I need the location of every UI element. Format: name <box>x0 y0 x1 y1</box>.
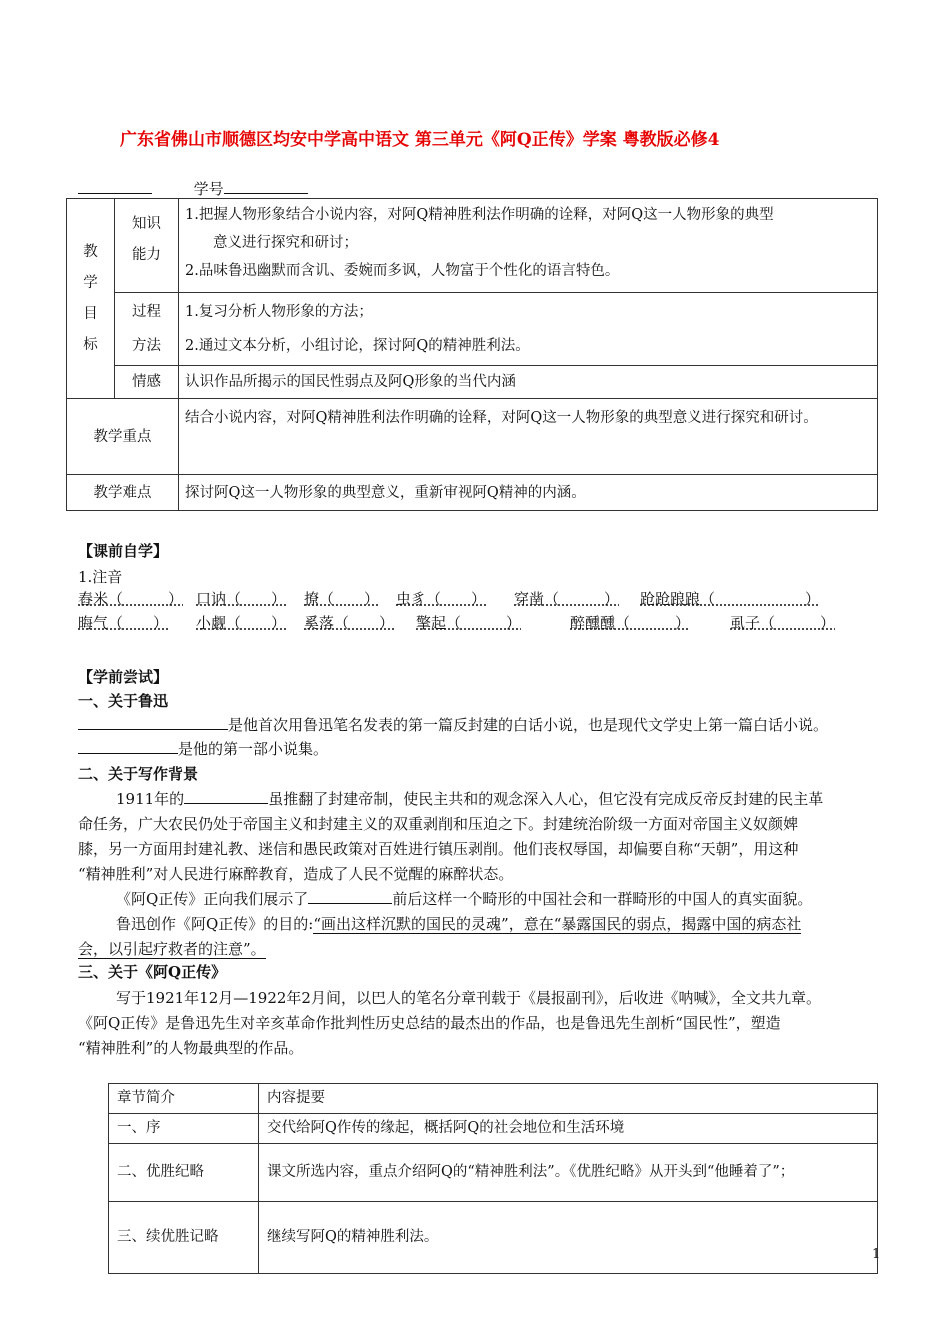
process-item: 1.复习分析人物形象的方法； <box>185 304 373 320</box>
goals-char: 标 <box>83 336 98 353</box>
pinyin-item[interactable]: 晦气（ ） <box>78 614 169 632</box>
difficulty-label: 教学难点 <box>67 475 179 511</box>
pinyin-task-label: 1.注音 <box>78 568 123 586</box>
knowledge-item: 意义进行探究和研讨； <box>213 235 358 251</box>
bg-underlined-text: “画出这样沉默的国民的灵魂”，意在“暴露国民的弱点，揭露中国的病态社 <box>313 915 802 933</box>
student-id-label: 学号 <box>193 180 224 198</box>
knowledge-content-cell <box>179 199 878 293</box>
bg-text: 虽推翻了封建帝制，使民主共和的观念深入人心，但它没有完成反帝反封建的民主革 <box>268 790 824 808</box>
section-background: 二、关于写作背景 <box>78 765 199 783</box>
chapter-name: 二、优胜纪略 <box>109 1144 259 1202</box>
process-label: 方法 <box>132 338 161 354</box>
page-number: 1 <box>872 1247 881 1262</box>
pinyin-item[interactable]: 穿凿（ ） <box>514 590 620 608</box>
pinyin-item[interactable]: 舂米（ ） <box>78 590 184 608</box>
table-row <box>109 1202 878 1274</box>
answer-blank[interactable] <box>78 739 178 754</box>
answer-blank[interactable] <box>78 715 228 730</box>
luxun-line-2 <box>78 738 328 759</box>
process-item: 2.通过文本分析，小组讨论，探讨阿Q的精神胜利法。 <box>185 338 530 354</box>
ahq-text: “精神胜利”的人物最典型的作品。 <box>78 1039 304 1057</box>
bg-text: 1911年的 <box>116 790 185 808</box>
bg-text: 命任务，广大农民仍处于帝国主义和封建主义的双重剥削和压迫之下。封建统治阶级一方面对帝国主义奴颜婢 <box>78 815 799 833</box>
emotion-content: 认识作品所揭示的国民性弱点及阿Q形象的当代内涵 <box>179 366 878 399</box>
chapter-table <box>108 1083 881 1274</box>
answer-blank[interactable] <box>184 789 268 804</box>
process-label-cell <box>115 293 179 366</box>
knowledge-label-cell <box>115 199 179 293</box>
ahq-paragraph <box>78 986 878 1061</box>
answer-blank[interactable] <box>308 889 392 904</box>
bg-text: 前后这样一个畸形的中国社会和一群畸形的中国人的真实面貌。 <box>392 890 813 908</box>
luxun-line-2-text: 是他的第一部小说集。 <box>178 740 329 758</box>
page-title: 广东省佛山市顺德区均安中学高中语文 第三单元《阿Q正传》学案 粤教版必修4 <box>120 130 720 150</box>
emotion-label: 情感 <box>115 366 179 399</box>
bg-text: 鲁迅创作《阿Q正传》的目的: <box>116 915 314 933</box>
chapter-desc: 交代给阿Q作传的缘起，概括阿Q的社会地位和生活环境 <box>259 1114 878 1144</box>
pinyin-item[interactable]: 醉醺醺（ ） <box>570 614 691 632</box>
bg-text: 《阿Q正传》正向我们展示了 <box>116 890 309 908</box>
chapter-name: 三、续优胜记略 <box>109 1202 259 1274</box>
luxun-line-1-text: 是他首次用鲁迅笔名发表的第一篇反封建的白话小说，也是现代文学史上第一篇白话小说。 <box>228 716 829 734</box>
process-label: 过程 <box>132 304 161 320</box>
chapter-header: 章节简介 <box>109 1084 259 1114</box>
student-info-row <box>78 178 308 199</box>
goals-category-cell <box>67 199 115 399</box>
section-luxun: 一、关于鲁迅 <box>78 692 169 710</box>
table-row <box>109 1114 878 1144</box>
ahq-text: 写于1921年12月—1922年2月间，以巴人的笔名分章刊载于《晨报副刊》，后收进《呐喊》，全文共九章。 <box>116 989 821 1007</box>
preclass-heading: 【课前自学】 <box>78 542 169 560</box>
pinyin-item[interactable]: 跄跄踉踉（ ） <box>640 590 821 608</box>
bg-underlined-text: 会，以引起疗救者的注意”。 <box>78 940 266 958</box>
key-point-content: 结合小说内容，对阿Q精神胜利法作明确的诠释，对阿Q这一人物形象的典型意义进行探究和研讨。 <box>179 399 878 475</box>
process-content-cell <box>179 293 878 366</box>
knowledge-item: 2.品味鲁迅幽默而含讥、委婉而多讽，人物富于个性化的语言特色。 <box>185 263 620 279</box>
knowledge-label: 能力 <box>132 247 161 263</box>
chapter-desc: 课文所选内容，重点介绍阿Q的“精神胜利法”。《优胜纪略》从开头到“他睡着了”； <box>259 1144 878 1202</box>
difficulty-content: 探讨阿Q这一人物形象的典型意义，重新审视阿Q精神的内涵。 <box>179 475 878 511</box>
luxun-line-1 <box>78 714 828 735</box>
pinyin-item[interactable]: 奚落（ ） <box>304 614 395 632</box>
goals-char: 学 <box>83 274 98 291</box>
goals-char: 目 <box>83 305 98 322</box>
table-row <box>109 1144 878 1202</box>
background-paragraph <box>78 787 878 962</box>
student-id-blank[interactable] <box>224 179 308 194</box>
key-point-label: 教学重点 <box>67 399 179 475</box>
chapter-name: 一、序 <box>109 1114 259 1144</box>
attempt-heading: 【学前尝试】 <box>78 668 169 686</box>
pinyin-item[interactable]: 撩（ ） <box>304 590 380 608</box>
bg-text: 膝，另一方面用封建礼教、迷信和愚民政策对百姓进行镇压剥削。他们丧权辱国，却偏要自称“天朝”，用这种 <box>78 840 799 858</box>
ahq-text: 《阿Q正传》是鲁迅先生对辛亥革命作批判性历史总结的最杰出的作品，也是鲁迅先生剖析“国民性”，塑造 <box>78 1014 781 1032</box>
knowledge-item: 1.把握人物形象结合小说内容，对阿Q精神胜利法作明确的诠释，对阿Q这一人物形象的典型 <box>185 207 774 223</box>
pinyin-item[interactable]: 虫豸（ ） <box>396 590 487 608</box>
pinyin-item[interactable]: 虱子（ ） <box>730 614 836 632</box>
name-blank[interactable] <box>78 179 152 194</box>
pinyin-item[interactable]: 擎起（ ） <box>416 614 522 632</box>
chapter-header: 内容提要 <box>259 1084 878 1114</box>
teaching-goals-table <box>66 198 878 511</box>
chapter-desc: 继续写阿Q的精神胜利法。 <box>259 1202 878 1274</box>
bg-text: “精神胜利”对人民进行麻醉教育，造成了人民不觉醒的麻醉状态。 <box>78 865 514 883</box>
section-ahq: 三、关于《阿Q正传》 <box>78 963 227 981</box>
pinyin-item[interactable]: 口讷（ ） <box>196 590 287 608</box>
pinyin-item[interactable]: 小觑（ ） <box>196 614 287 632</box>
knowledge-label: 知识 <box>132 216 161 232</box>
goals-char: 教 <box>83 243 98 260</box>
